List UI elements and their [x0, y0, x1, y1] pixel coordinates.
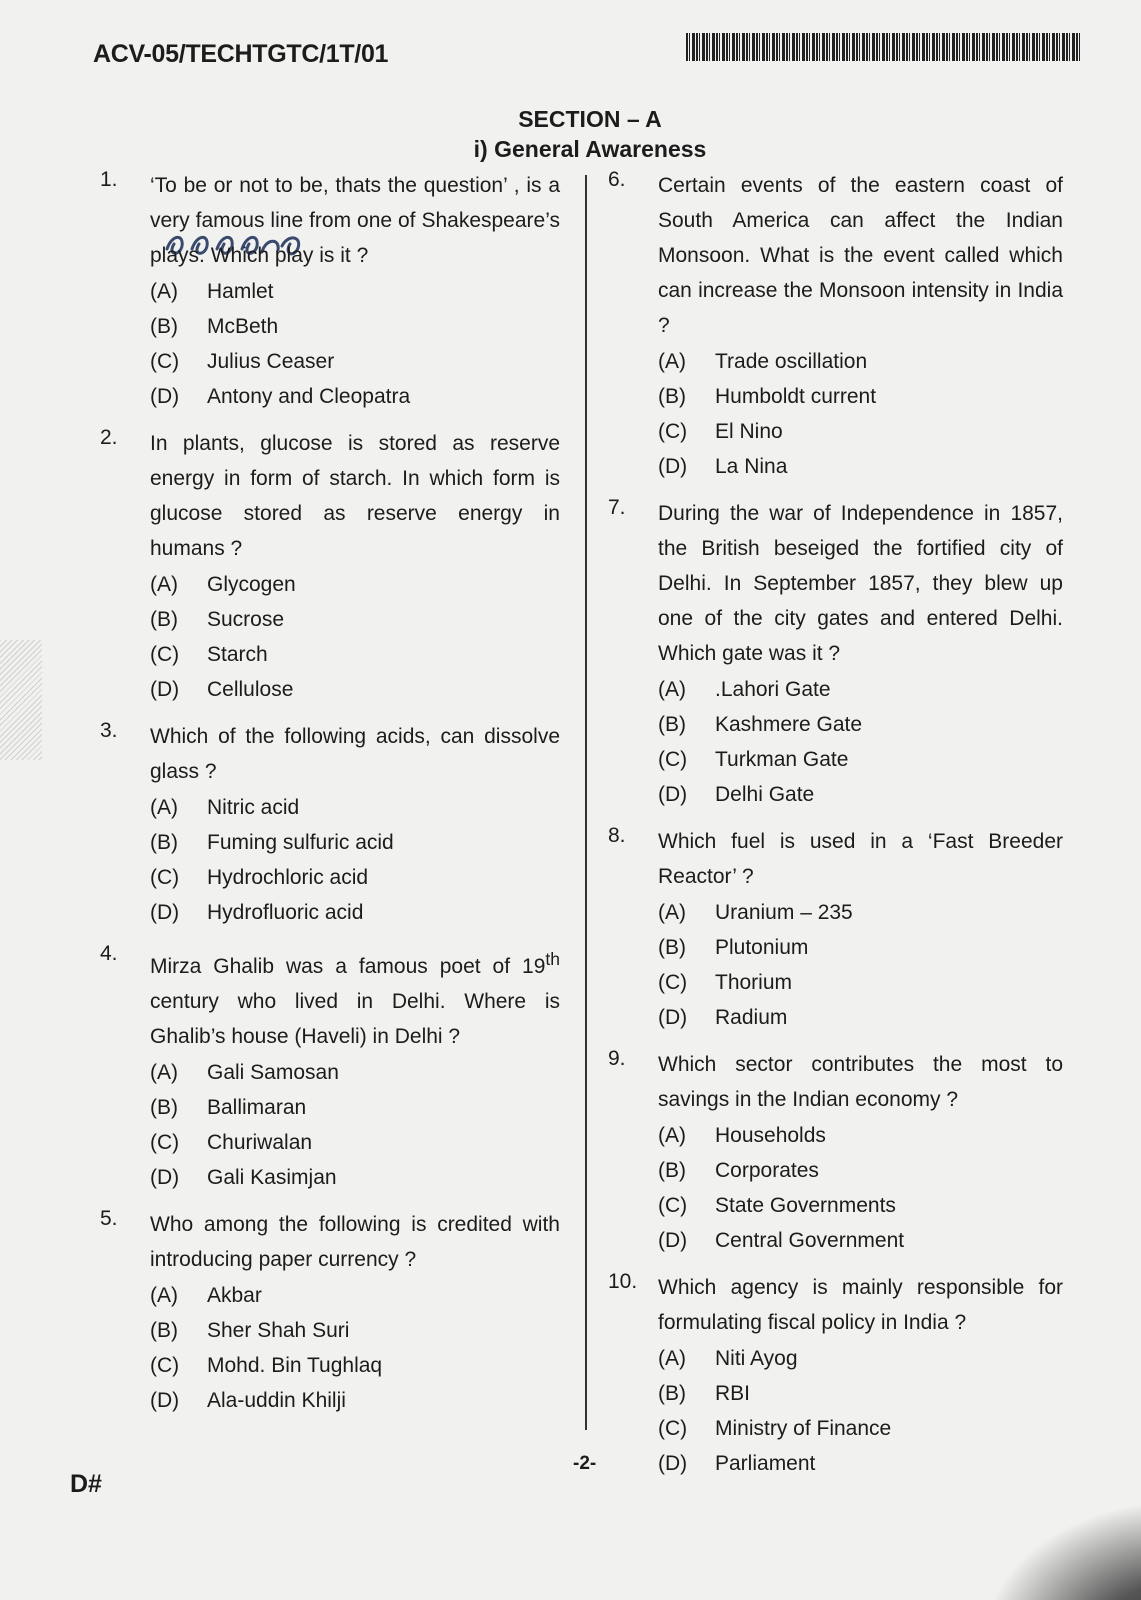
- option-text: Ballimaran: [207, 1096, 307, 1119]
- option-d[interactable]: [658, 449, 1063, 484]
- option-label: (D): [150, 901, 180, 924]
- option-a[interactable]: [658, 895, 1063, 930]
- option-label: (C): [658, 748, 688, 771]
- option-a[interactable]: [658, 344, 1063, 379]
- question-text: Who among the following is credited with introducing paper currency ?: [150, 1213, 560, 1271]
- option-label: (C): [150, 1131, 180, 1154]
- option-label: (B): [658, 1159, 686, 1182]
- option-label: (A): [658, 901, 686, 924]
- option-a[interactable]: [658, 1118, 1063, 1153]
- question-6: [608, 168, 1063, 484]
- option-text: Ala-uddin Khilji: [207, 1389, 346, 1412]
- ordinal-superscript: th: [545, 949, 560, 969]
- option-c[interactable]: [150, 1125, 560, 1160]
- option-c[interactable]: [150, 344, 560, 379]
- question-text: Which sector contributes the most to savings in the Indian economy ?: [658, 1053, 1063, 1111]
- option-label: (B): [150, 315, 178, 338]
- option-label: (B): [150, 1096, 178, 1119]
- option-label: (B): [658, 1382, 686, 1405]
- option-label: (C): [658, 1194, 688, 1217]
- option-text: Delhi Gate: [715, 783, 815, 806]
- question-7: [608, 496, 1063, 812]
- option-d[interactable]: [150, 1160, 560, 1195]
- subsection-title: i) General Awareness: [473, 136, 707, 162]
- option-a[interactable]: [150, 567, 560, 602]
- option-label: (C): [658, 420, 688, 443]
- option-text: Julius Ceaser: [207, 350, 335, 373]
- option-text: Hamlet: [207, 280, 274, 303]
- option-text: Hydrochloric acid: [207, 866, 369, 889]
- option-text: Sucrose: [207, 608, 285, 631]
- option-label: (D): [658, 1229, 688, 1252]
- option-label: (C): [150, 350, 180, 373]
- option-text: Radium: [715, 1006, 788, 1029]
- question-text: In plants, glucose is stored as reserve energy in form of starch. In which form is glucose stored as reserve energy in humans ?: [150, 432, 560, 560]
- option-a[interactable]: [658, 1341, 1063, 1376]
- option-a[interactable]: [150, 790, 560, 825]
- option-c[interactable]: [658, 1188, 1063, 1223]
- question-text: Which fuel is used in a ‘Fast Breeder Reactor’ ?: [658, 830, 1063, 888]
- option-text: Turkman Gate: [715, 748, 849, 771]
- option-a[interactable]: [150, 1055, 560, 1090]
- option-d[interactable]: [658, 1446, 1063, 1481]
- option-label: (C): [150, 866, 180, 889]
- option-b[interactable]: [658, 1153, 1063, 1188]
- option-text: Kashmere Gate: [715, 713, 863, 736]
- option-d[interactable]: [150, 895, 560, 930]
- option-label: (D): [150, 678, 180, 701]
- option-text: Nitric acid: [207, 796, 300, 819]
- option-b[interactable]: [150, 309, 560, 344]
- option-b[interactable]: [658, 379, 1063, 414]
- option-text: Fuming sulfuric acid: [207, 831, 394, 854]
- right-column: [608, 168, 1063, 1493]
- option-label: (B): [150, 608, 178, 631]
- option-d[interactable]: [150, 672, 560, 707]
- option-label: (B): [658, 936, 686, 959]
- option-text: El Nino: [715, 420, 783, 443]
- option-b[interactable]: [150, 825, 560, 860]
- question-9: [608, 1047, 1063, 1258]
- question-number: 1.: [100, 168, 118, 191]
- option-text: Parliament: [715, 1452, 816, 1475]
- option-a[interactable]: [658, 672, 1063, 707]
- option-label: (C): [658, 971, 688, 994]
- question-3: [100, 719, 560, 930]
- option-text: RBI: [715, 1382, 751, 1405]
- option-text: Churiwalan: [207, 1131, 313, 1154]
- option-label: (C): [150, 643, 180, 666]
- option-text: Central Government: [715, 1229, 905, 1252]
- option-text: Mohd. Bin Tughlaq: [207, 1354, 383, 1377]
- option-label: (A): [150, 1284, 178, 1307]
- option-label: (A): [658, 678, 686, 701]
- option-label: (A): [150, 796, 178, 819]
- option-c[interactable]: [658, 414, 1063, 449]
- option-a[interactable]: [150, 274, 560, 309]
- question-number: 7.: [608, 496, 626, 519]
- option-text: Antony and Cleopatra: [207, 385, 411, 408]
- option-text: Hydrofluoric acid: [207, 901, 364, 924]
- question-text: [150, 942, 560, 1054]
- option-b[interactable]: [150, 602, 560, 637]
- column-divider: [585, 175, 587, 1430]
- option-label: (B): [658, 713, 686, 736]
- option-c[interactable]: [658, 742, 1063, 777]
- option-label: (D): [658, 783, 688, 806]
- option-text: Akbar: [207, 1284, 262, 1307]
- option-text: Gali Kasimjan: [207, 1166, 337, 1189]
- question-4: [100, 942, 560, 1195]
- option-label: (C): [150, 1354, 180, 1377]
- option-label: (A): [658, 350, 686, 373]
- option-text: McBeth: [207, 315, 279, 338]
- question-8: [608, 824, 1063, 1035]
- option-label: (B): [150, 831, 178, 854]
- question-number: 3.: [100, 719, 118, 742]
- question-text-part: century who lived in Delhi. Where is Ghalib’s house (Haveli) in Delhi ?: [150, 990, 560, 1048]
- option-a[interactable]: [150, 1278, 560, 1313]
- option-d[interactable]: [150, 1383, 560, 1418]
- option-text: La Nina: [715, 455, 788, 478]
- question-number: 8.: [608, 824, 626, 847]
- set-code: D#: [70, 1470, 102, 1498]
- option-label: (C): [658, 1417, 688, 1440]
- question-number: 10.: [608, 1270, 638, 1293]
- question-number: 4.: [100, 942, 118, 965]
- question-number: 9.: [608, 1047, 626, 1070]
- option-d[interactable]: [658, 1223, 1063, 1258]
- question-5: [100, 1207, 560, 1418]
- option-text: Trade oscillation: [715, 350, 868, 373]
- question-10: [608, 1270, 1063, 1481]
- question-text: ‘To be or not to be, thats the question’ , is a very famous line from one of Shakespeare’s plays. Which play is it ?: [150, 174, 560, 267]
- option-label: (B): [658, 385, 686, 408]
- option-label: (A): [150, 573, 178, 596]
- option-c[interactable]: [150, 1348, 560, 1383]
- option-label: (D): [150, 1389, 180, 1412]
- question-number: 5.: [100, 1207, 118, 1230]
- left-column: [100, 168, 560, 1430]
- option-label: (D): [150, 1166, 180, 1189]
- option-c[interactable]: [658, 965, 1063, 1000]
- section-title: SECTION – A: [518, 106, 662, 132]
- question-text: During the war of Independence in 1857, the British beseiged the fortified city of Delhi. In September 1857, they blew up one of the city gates and entered Delhi. Which gate was it ?: [658, 502, 1063, 665]
- option-label: (A): [150, 1061, 178, 1084]
- question-text: Which of the following acids, can dissolve glass ?: [150, 725, 560, 783]
- question-number: 6.: [608, 168, 626, 191]
- option-text: Gali Samosan: [207, 1061, 339, 1084]
- option-d[interactable]: [658, 1000, 1063, 1035]
- option-c[interactable]: [150, 637, 560, 672]
- option-label: (A): [658, 1347, 686, 1370]
- question-text-part: Mirza Ghalib was a famous poet of 19: [150, 955, 546, 978]
- question-1: [100, 168, 560, 414]
- option-label: (A): [150, 280, 178, 303]
- option-text: Niti Ayog: [715, 1347, 798, 1370]
- option-b[interactable]: [658, 1376, 1063, 1411]
- option-c[interactable]: [150, 860, 560, 895]
- option-text: Glycogen: [207, 573, 296, 596]
- option-text: Thorium: [715, 971, 793, 994]
- question-text: Certain events of the eastern coast of South America can affect the Indian Monsoon. What is the event called which can increase the Monsoon intensity in India ?: [658, 174, 1063, 337]
- option-text: Starch: [207, 643, 268, 666]
- option-b[interactable]: [658, 707, 1063, 742]
- question-number: 2.: [100, 426, 118, 449]
- barcode: [686, 33, 1082, 61]
- option-text: Ministry of Finance: [715, 1417, 892, 1440]
- option-label: (D): [658, 1452, 688, 1475]
- option-text: Sher Shah Suri: [207, 1319, 350, 1342]
- option-label: (A): [658, 1124, 686, 1147]
- option-text: Households: [715, 1124, 826, 1147]
- page-corner-shadow: [981, 1500, 1141, 1600]
- question-2: [100, 426, 560, 707]
- option-text: State Governments: [715, 1194, 896, 1217]
- option-b[interactable]: [658, 930, 1063, 965]
- option-label: (D): [150, 385, 180, 408]
- option-d[interactable]: [150, 379, 560, 414]
- paper-code: ACV-05/TECHTGTC/1T/01: [93, 40, 389, 68]
- option-text: Corporates: [715, 1159, 819, 1182]
- option-b[interactable]: [150, 1090, 560, 1125]
- option-text: Plutonium: [715, 936, 809, 959]
- question-text: Which agency is mainly responsible for formulating fiscal policy in India ?: [658, 1276, 1063, 1334]
- option-text: .Lahori Gate: [715, 678, 831, 701]
- option-text: Uranium – 235: [715, 901, 853, 924]
- option-d[interactable]: [658, 777, 1063, 812]
- option-c[interactable]: [658, 1411, 1063, 1446]
- option-label: (B): [150, 1319, 178, 1342]
- option-text: Humboldt current: [715, 385, 877, 408]
- option-label: (D): [658, 455, 688, 478]
- option-text: Cellulose: [207, 678, 294, 701]
- page-number: -2-: [573, 1453, 597, 1474]
- option-b[interactable]: [150, 1313, 560, 1348]
- edge-scan-mark: [0, 640, 42, 760]
- option-label: (D): [658, 1006, 688, 1029]
